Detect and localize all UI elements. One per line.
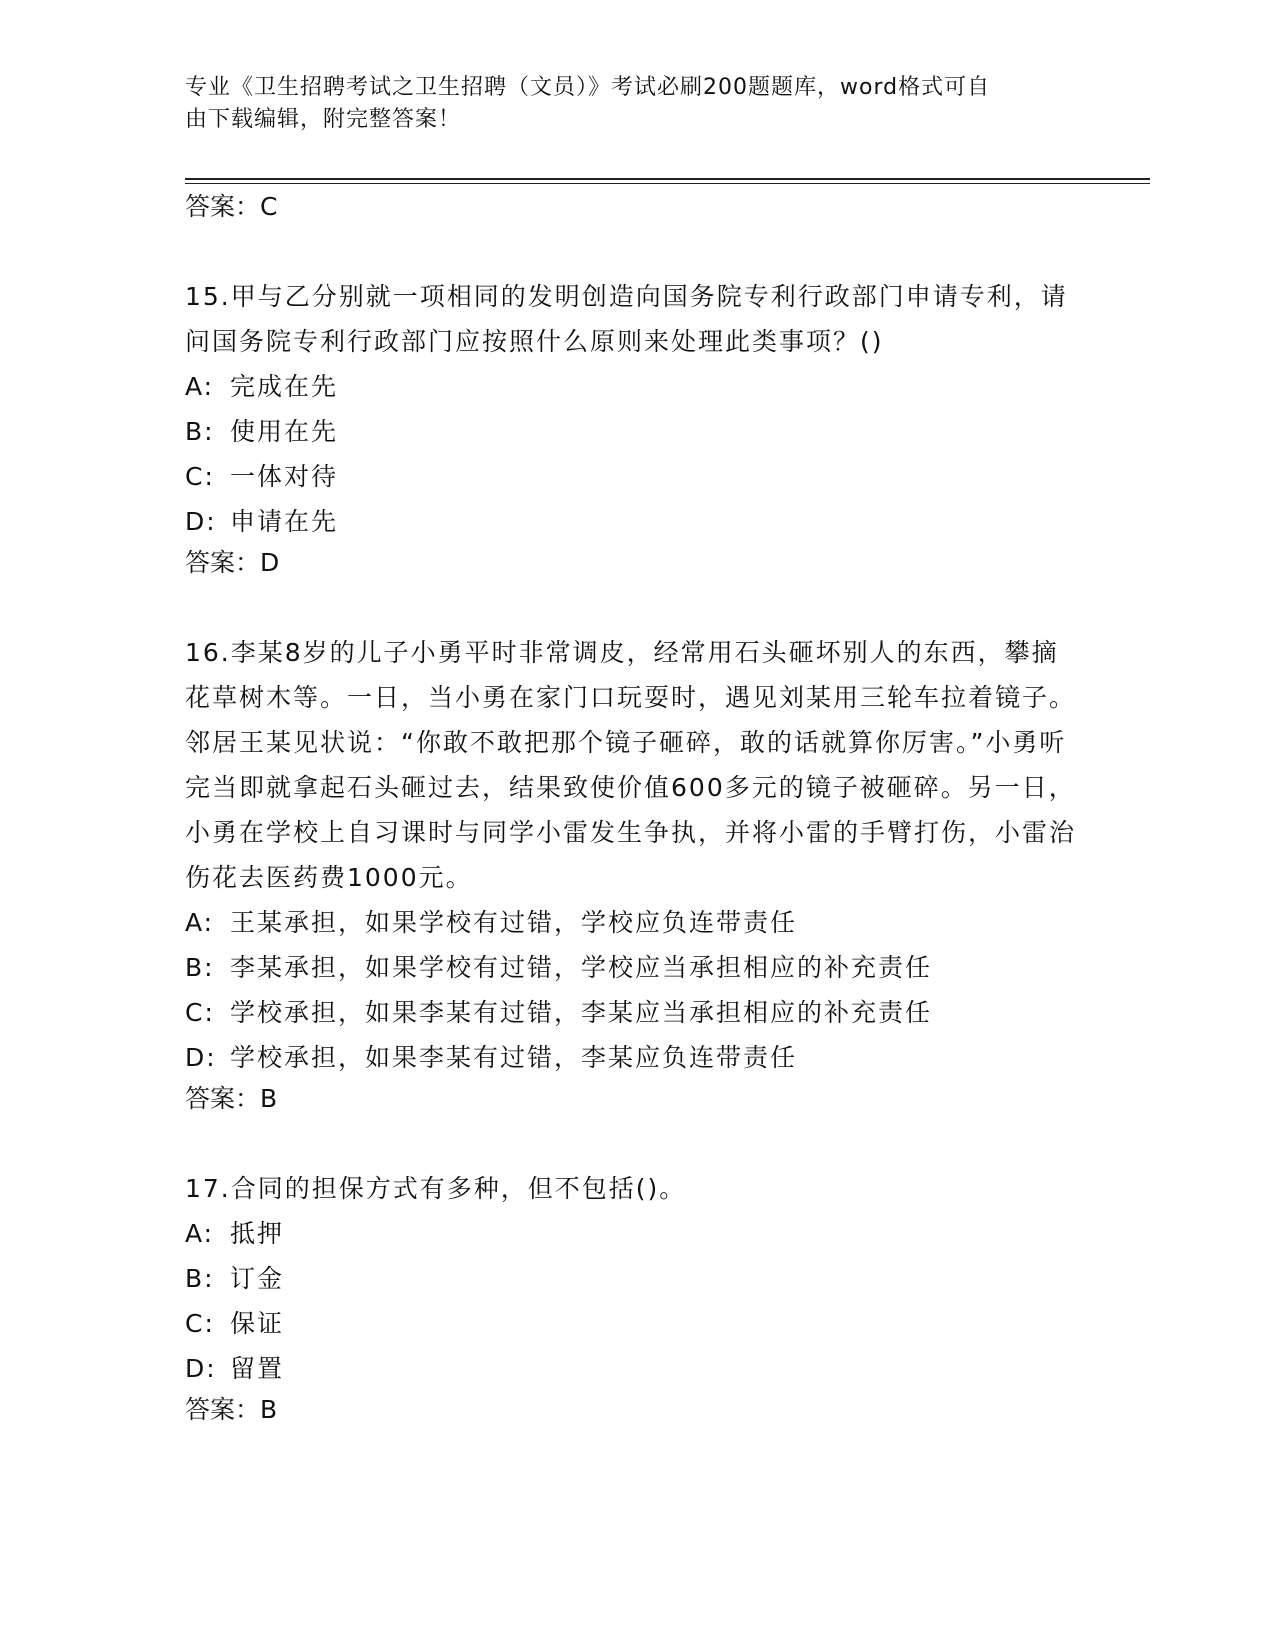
- option-a: [185, 900, 1085, 945]
- option-letter: D:: [185, 1043, 217, 1072]
- option-letter: A:: [185, 1219, 215, 1248]
- answer: 答案：B: [185, 1395, 278, 1424]
- option-letter: B:: [185, 1264, 215, 1293]
- option-b: [185, 1256, 1085, 1301]
- option-letter: B:: [185, 953, 215, 982]
- question-stem: 16.李某8岁的儿子小勇平时非常调皮，经常用石头砸坏别人的东西，攀摘花草树木等。一日，当小勇在家门口玩耍时，遇见刘某用三轮车拉着镜子。邻居王某见状说：“你敢不敢把那个镜子砸碎，敢的话就算你厉害。”小勇听完当即就拿起石头砸过去，结果致使价值600多元的镜子被砸碎。另一日，小勇在学校上自习课时与同学小雷发生争执，并将小雷的手臂打伤，小雷治伤花去医药费1000元。: [185, 638, 1077, 892]
- option-text: 学校承担，如果李某有过错，李某应负连带责任: [230, 1043, 798, 1072]
- option-d: [185, 1035, 1085, 1080]
- question-stem: 15.甲与乙分别就一项相同的发明创造向国务院专利行政部门申请专利，请问国务院专利行政部门应按照什么原则来处理此类事项？(): [185, 282, 1068, 356]
- option-text: 留置: [230, 1354, 285, 1383]
- document-header: [185, 72, 1055, 136]
- option-letter: C:: [185, 462, 215, 491]
- option-text: 完成在先: [230, 372, 339, 401]
- option-c: [185, 454, 1085, 499]
- option-a: [185, 364, 1085, 409]
- option-b: [185, 409, 1085, 454]
- option-text: 王某承担，如果学校有过错，学校应负连带责任: [230, 908, 798, 937]
- question-16: [185, 630, 1085, 1114]
- header-divider-thick: [185, 178, 1150, 180]
- option-letter: A:: [185, 372, 215, 401]
- question-stem: 17.合同的担保方式有多种，但不包括()。: [185, 1174, 687, 1203]
- option-letter: A:: [185, 908, 215, 937]
- option-c: [185, 1301, 1085, 1346]
- header-line-1: 专业《卫生招聘考试之卫生招聘（文员）》考试必刷200题题库，word格式可自: [185, 75, 991, 100]
- header-line-2: 由下载编辑，附完整答案！: [185, 107, 462, 132]
- header-divider-thin: [185, 183, 1150, 184]
- question-list: [185, 192, 1085, 1425]
- option-letter: C:: [185, 1309, 215, 1338]
- option-text: 李某承担，如果学校有过错，学校应当承担相应的补充责任: [230, 953, 933, 982]
- option-text: 一体对待: [230, 462, 339, 491]
- option-text: 申请在先: [230, 507, 339, 536]
- option-d: [185, 499, 1085, 544]
- option-a: [185, 1211, 1085, 1256]
- option-text: 抵押: [230, 1219, 285, 1248]
- option-text: 学校承担，如果李某有过错，李某应当承担相应的补充责任: [230, 998, 933, 1027]
- question-15: [185, 274, 1085, 578]
- question-17: [185, 1166, 1085, 1425]
- answer: 答案：B: [185, 1084, 278, 1113]
- option-d: [185, 1346, 1085, 1391]
- option-b: [185, 945, 1085, 990]
- option-letter: D:: [185, 507, 217, 536]
- option-letter: D:: [185, 1354, 217, 1383]
- option-letter: C:: [185, 998, 215, 1027]
- option-letter: B:: [185, 417, 215, 446]
- option-c: [185, 990, 1085, 1035]
- option-text: 使用在先: [230, 417, 339, 446]
- option-text: 订金: [230, 1264, 285, 1293]
- answer: 答案：D: [185, 548, 280, 577]
- option-text: 保证: [230, 1309, 285, 1338]
- previous-answer: 答案：C: [185, 192, 278, 221]
